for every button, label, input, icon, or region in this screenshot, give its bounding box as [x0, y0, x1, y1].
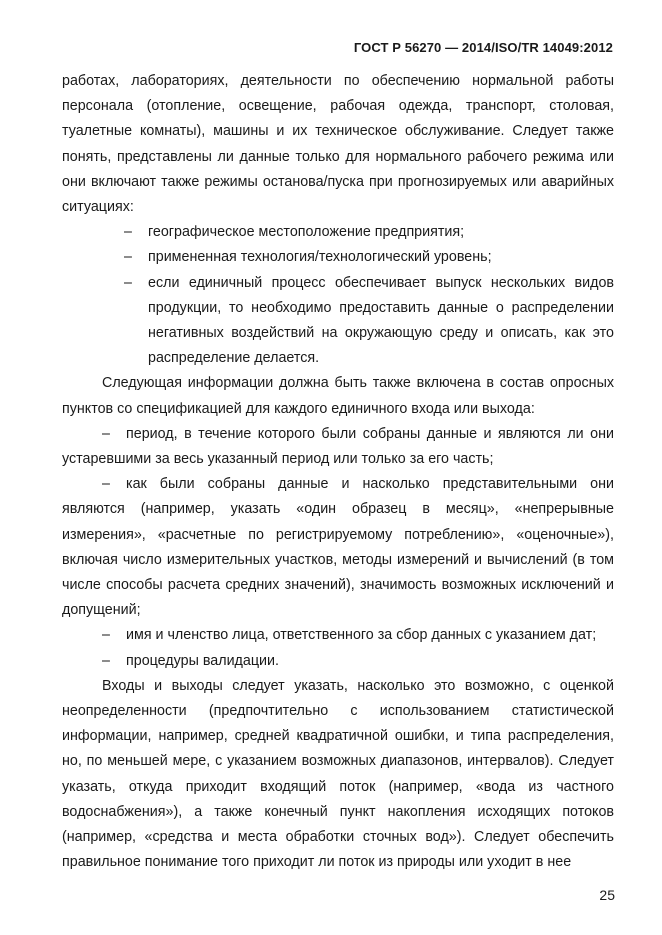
list-item: [62, 220, 614, 245]
list-item: [62, 422, 614, 472]
paragraph: Следующая информации должна быть также включена в состав опросных пунктов со спецификацией для каждого единичного входа или выхода:: [62, 375, 614, 417]
page-number: 25: [599, 887, 615, 903]
paragraph-continuation: работах, лабораториях, деятельности по обеспечению нормальной работы персонала (отопление, освещение, рабочая одежда, транспорт, столовая, туалетные комнаты), машины и их техническое обслуживание. Следует также понять, представлены ли данные только для нормального рабочего режима или они включают также режимы останова/пуска при прогнозируемых или аварийных ситуациях:: [62, 73, 614, 216]
dash-marker: –: [124, 274, 132, 291]
paragraph: Входы и выходы следует указать, насколько это возможно, с оценкой неопределенности (предпочтительно с использованием статистической информации, например, средней квадратичной ошибки, и типа распределения, но, по меньшей мере, с указанием возможных диапазонов, интервалов). Следует указать, откуда приходит входящий поток (например, «вода из частного водоснабжения»), а также конечный пункт накопления исходящих потоков (например, «средства и места обработки сточных вод»). Следует обеспечить правильное понимание того приходит ли поток из природы или уходит в нее: [62, 677, 614, 871]
list-item-text: если единичный процесс обеспечивает выпуск нескольких видов продукции, то необходимо предоставить данные о распределении негативных воздействий на окружающую среду и описать, как это распределение делается.: [148, 274, 614, 367]
list-item-text: период, в течение которого были собраны данные и являются ли они устаревшими за весь указанный период или только за его часть;: [62, 425, 614, 468]
dash-marker: –: [102, 652, 110, 669]
dash-marker: –: [124, 249, 132, 266]
dash-marker: –: [102, 627, 110, 644]
document-body: [62, 69, 614, 876]
list-item-text: процедуры валидации.: [126, 652, 279, 669]
list-item: [62, 245, 614, 270]
list-item-text: примененная технология/технологический уровень;: [148, 249, 492, 266]
dash-marker: –: [102, 476, 110, 493]
list-item: [62, 472, 614, 623]
dash-marker: –: [102, 425, 110, 442]
document-header: ГОСТ Р 56270 — 2014/ISO/TR 14049:2012: [353, 40, 613, 55]
list-item: [62, 649, 614, 674]
list-item: [62, 271, 614, 372]
list-item-text: как были собраны данные и насколько представительными они являются (например, указать «один образец в месяц», «непрерывные измерения», «расчетные по регистрируемому потреблению», «оценочные»), включая число измерительных участков, методы измерений и вычислений (в том числе способы расчета средних значений), значимость возможных исключений и допущений;: [62, 476, 614, 619]
list-item: [62, 623, 614, 648]
list-item-text: географическое местоположение предприятия;: [148, 224, 465, 241]
list-item-text: имя и членство лица, ответственного за сбор данных с указанием дат;: [126, 627, 597, 644]
dash-marker: –: [124, 224, 132, 241]
